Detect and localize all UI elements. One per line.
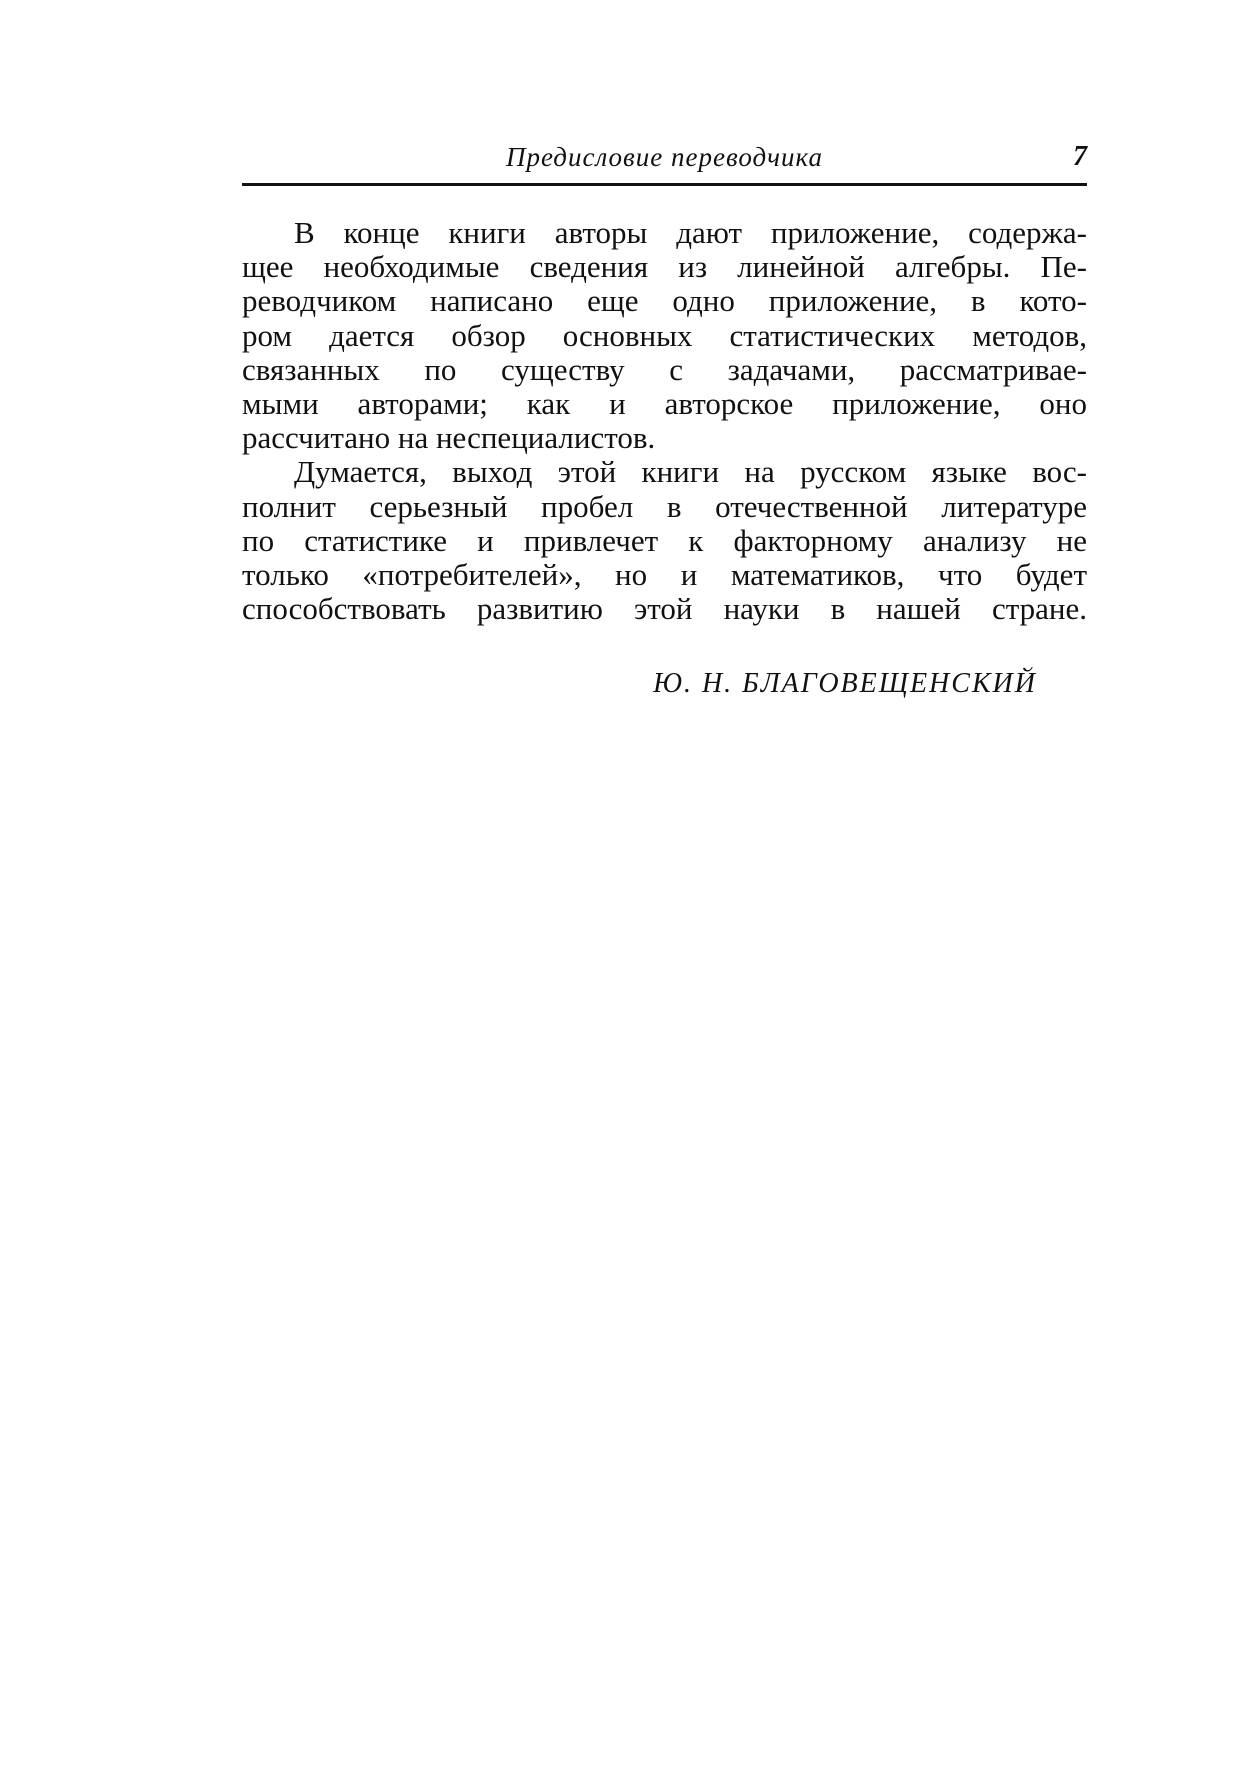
paragraph-appendix xyxy=(242,216,1087,455)
text-line: Думается, выход этой книги на русском языке вос- xyxy=(294,454,1087,490)
running-head xyxy=(242,140,1087,180)
body-text xyxy=(242,216,1087,626)
text-line: рассчитано на неспециалистов. xyxy=(242,420,656,456)
text-line: мыми авторами; как и авторское приложение, оно xyxy=(242,386,1087,422)
header-rule xyxy=(242,183,1087,186)
translator-signature: Ю. Н. БЛАГОВЕЩЕНСКИЙ xyxy=(653,668,1037,699)
text-line: по статистике и привлечет к факторному анализу не xyxy=(242,522,1087,558)
text-line: В конце книги авторы дают приложение, содержа- xyxy=(294,215,1087,250)
text-line: ром дается обзор основных статистических методов, xyxy=(242,317,1087,353)
paragraph-conclusion xyxy=(242,455,1087,626)
text-line: полнит серьезный пробел в отечественной литературе xyxy=(242,488,1087,524)
text-line: способствовать развитию этой науки в нашей стране. xyxy=(242,591,1087,627)
running-head-title: Предисловие переводчика xyxy=(506,142,823,172)
text-line: только «потребителей», но и математиков, что будет xyxy=(242,557,1087,593)
text-line: связанных по существу с задачами, рассматривае- xyxy=(242,351,1087,387)
text-line: реводчиком написано еще одно приложение, в кото- xyxy=(242,283,1087,319)
text-line: щее необходимые сведения из линейной алгебры. Пе- xyxy=(242,249,1087,285)
page-number: 7 xyxy=(1073,141,1087,172)
